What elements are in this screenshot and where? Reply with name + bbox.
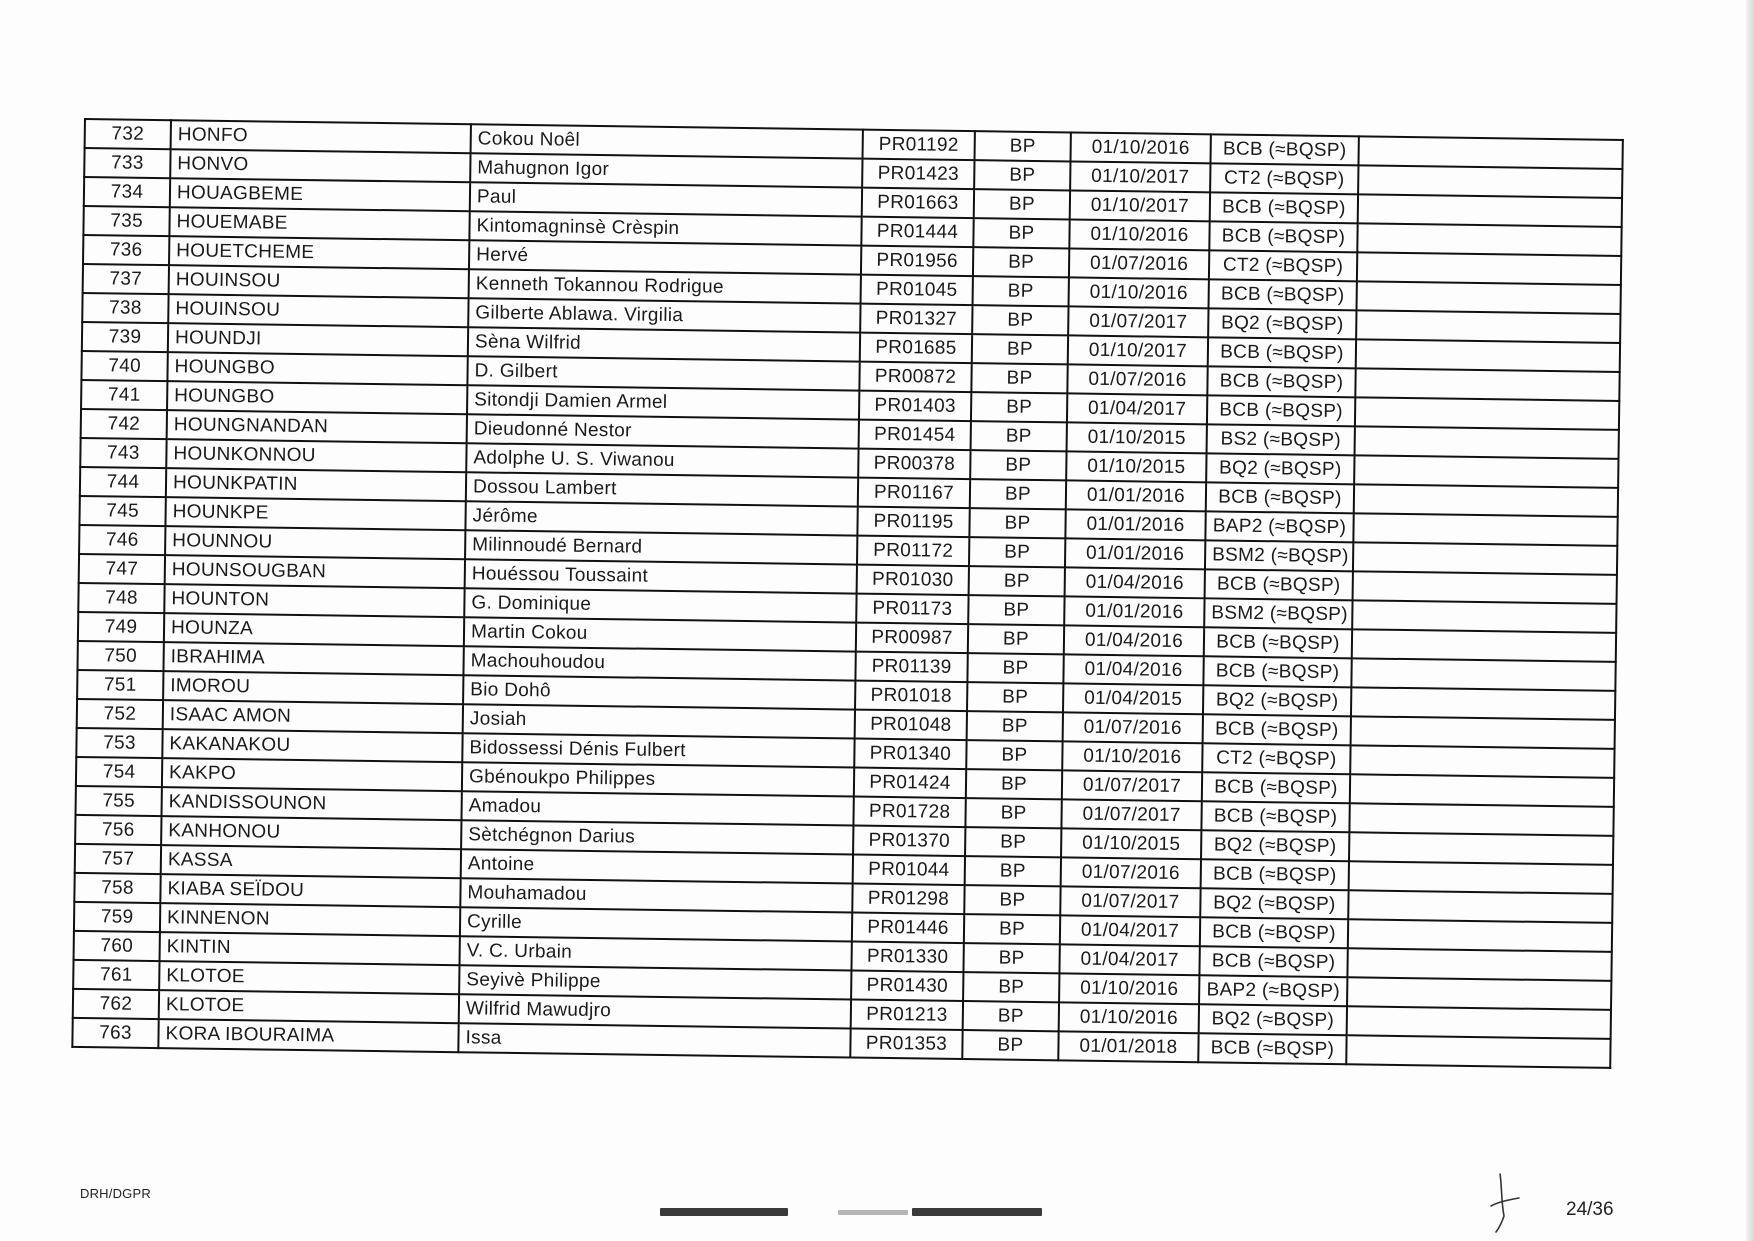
grade-cell: BCB (≈BQSP): [1199, 946, 1347, 977]
date-cell: 01/07/2017: [1068, 306, 1208, 337]
grade-cell: BS2 (≈BQSP): [1207, 424, 1355, 455]
surname-cell: HONVO: [170, 149, 470, 182]
category-cell: BP: [964, 914, 1060, 944]
surname-cell: HOUNGBO: [167, 381, 467, 414]
registration-number-cell: PR01728: [853, 797, 965, 828]
registration-number-cell: PR01045: [861, 275, 973, 306]
grade-cell: BCB (≈BQSP): [1209, 279, 1357, 310]
grade-cell: BCB (≈BQSP): [1210, 134, 1358, 165]
grade-cell: BCB (≈BQSP): [1198, 1033, 1346, 1064]
date-cell: 01/07/2016: [1061, 857, 1201, 888]
category-cell: BP: [966, 769, 1062, 799]
grade-cell: BQ2 (≈BQSP): [1200, 888, 1348, 919]
grade-cell: BCB (≈BQSP): [1203, 714, 1351, 745]
registration-number-cell: PR01327: [860, 304, 972, 335]
category-cell: BP: [969, 508, 1065, 538]
grade-cell: BCB (≈BQSP): [1205, 569, 1353, 600]
given-names-cell: Gbénoukpo Philippes: [462, 762, 854, 796]
empty-cell: [1347, 977, 1611, 1010]
given-names-cell: G. Dominique: [464, 588, 856, 622]
date-cell: 01/04/2017: [1059, 944, 1199, 975]
category-cell: BP: [975, 131, 1071, 161]
given-names-cell: Machouhoudou: [463, 646, 855, 680]
given-names-cell: Mahugnon Igor: [470, 153, 862, 187]
registration-number-cell: PR01663: [862, 188, 974, 219]
grade-cell: BCB (≈BQSP): [1208, 337, 1356, 368]
given-names-cell: Bidossessi Dénis Fulbert: [462, 733, 854, 767]
row-number-cell: 749: [78, 612, 164, 642]
given-names-cell: Issa: [458, 1023, 850, 1057]
row-number-cell: 742: [81, 409, 167, 439]
given-names-cell: Josiah: [463, 704, 855, 738]
category-cell: BP: [965, 827, 1061, 857]
given-names-cell: Sitondji Damien Armel: [467, 385, 859, 419]
footer-stamp-mark: [838, 1210, 908, 1215]
category-cell: BP: [970, 479, 1066, 509]
empty-cell: [1351, 687, 1615, 720]
category-cell: BP: [966, 740, 1062, 770]
category-cell: BP: [964, 885, 1060, 915]
given-names-cell: V. C. Urbain: [460, 936, 852, 970]
surname-cell: KINTIN: [160, 932, 460, 965]
row-number-cell: 733: [84, 148, 170, 178]
grade-cell: BQ2 (≈BQSP): [1206, 453, 1354, 484]
registration-number-cell: PR01430: [851, 971, 963, 1002]
registration-number-cell: PR01423: [862, 159, 974, 190]
row-number-cell: 756: [75, 815, 161, 845]
registration-number-cell: PR01048: [855, 710, 967, 741]
surname-cell: HOUNSOUGBAN: [165, 555, 465, 588]
table-body: [72, 119, 1622, 1068]
registration-number-cell: PR01173: [856, 594, 968, 625]
footer-department: DRH/DGPR: [80, 1186, 151, 1201]
empty-cell: [1349, 861, 1613, 894]
category-cell: BP: [967, 711, 1063, 741]
date-cell: 01/10/2016: [1059, 973, 1199, 1004]
grade-cell: BCB (≈BQSP): [1206, 482, 1354, 513]
empty-cell: [1348, 890, 1612, 923]
empty-cell: [1358, 194, 1622, 227]
empty-cell: [1355, 368, 1619, 401]
surname-cell: HOUETCHEME: [169, 236, 469, 269]
empty-cell: [1355, 426, 1619, 459]
given-names-cell: Sètchégnon Darius: [461, 820, 853, 854]
row-number-cell: 758: [74, 873, 160, 903]
date-cell: 01/10/2015: [1067, 422, 1207, 453]
personnel-table-wrapper: [71, 118, 1622, 1069]
given-names-cell: Sèna Wilfrid: [468, 327, 860, 361]
empty-cell: [1354, 455, 1618, 488]
row-number-cell: 761: [73, 960, 159, 990]
category-cell: BP: [973, 247, 1069, 277]
given-names-cell: Milinnoudé Bernard: [465, 530, 857, 564]
personnel-table: [71, 118, 1624, 1069]
surname-cell: KORA IBOURAIMA: [158, 1019, 458, 1052]
registration-number-cell: PR01340: [854, 739, 966, 770]
surname-cell: KAKANAKOU: [162, 729, 462, 762]
category-cell: BP: [972, 305, 1068, 335]
grade-cell: BCB (≈BQSP): [1202, 772, 1350, 803]
row-number-cell: 755: [76, 786, 162, 816]
surname-cell: HOUNKPE: [165, 497, 465, 530]
category-cell: BP: [971, 392, 1067, 422]
empty-cell: [1353, 571, 1617, 604]
grade-cell: CT2 (≈BQSP): [1209, 250, 1357, 281]
empty-cell: [1357, 252, 1621, 285]
category-cell: BP: [973, 218, 1069, 248]
grade-cell: CT2 (≈BQSP): [1210, 163, 1358, 194]
registration-number-cell: PR01956: [861, 246, 973, 277]
grade-cell: BCB (≈BQSP): [1207, 395, 1355, 426]
grade-cell: BQ2 (≈BQSP): [1199, 1004, 1347, 1035]
surname-cell: HOUNGBO: [167, 352, 467, 385]
date-cell: 01/10/2015: [1061, 828, 1201, 859]
surname-cell: ISAAC AMON: [163, 700, 463, 733]
given-names-cell: Kenneth Tokannou Rodrigue: [469, 269, 861, 303]
row-number-cell: 754: [76, 757, 162, 787]
grade-cell: BCB (≈BQSP): [1200, 917, 1348, 948]
given-names-cell: Dossou Lambert: [466, 472, 858, 506]
surname-cell: HOUEMABE: [169, 207, 469, 240]
grade-cell: BSM2 (≈BQSP): [1204, 598, 1352, 629]
registration-number-cell: PR01213: [851, 1000, 963, 1031]
row-number-cell: 743: [80, 438, 166, 468]
surname-cell: HOUNDJI: [168, 323, 468, 356]
given-names-cell: Cyrille: [460, 907, 852, 941]
row-number-cell: 745: [79, 496, 165, 526]
empty-cell: [1350, 745, 1614, 778]
given-names-cell: Antoine: [461, 849, 853, 883]
date-cell: 01/07/2016: [1069, 248, 1209, 279]
category-cell: BP: [967, 653, 1063, 683]
given-names-cell: Martin Cokou: [464, 617, 856, 651]
row-number-cell: 747: [79, 554, 165, 584]
empty-cell: [1356, 281, 1620, 314]
category-cell: BP: [968, 624, 1064, 654]
given-names-cell: Adolphe U. S. Viwanou: [466, 443, 858, 477]
row-number-cell: 763: [72, 1018, 158, 1048]
category-cell: BP: [967, 682, 1063, 712]
date-cell: 01/01/2016: [1065, 538, 1205, 569]
footer-stamp-mark: [912, 1208, 1042, 1216]
surname-cell: KAKPO: [162, 758, 462, 791]
empty-cell: [1349, 803, 1613, 836]
grade-cell: BCB (≈BQSP): [1210, 192, 1358, 223]
row-number-cell: 744: [80, 467, 166, 497]
row-number-cell: 734: [84, 177, 170, 207]
row-number-cell: 753: [76, 728, 162, 758]
category-cell: BP: [971, 421, 1067, 451]
surname-cell: HOUINSOU: [169, 265, 469, 298]
date-cell: 01/04/2016: [1063, 654, 1203, 685]
grade-cell: BQ2 (≈BQSP): [1208, 308, 1356, 339]
category-cell: BP: [972, 334, 1068, 364]
row-number-cell: 737: [83, 264, 169, 294]
row-number-cell: 740: [81, 351, 167, 381]
registration-number-cell: PR01018: [855, 681, 967, 712]
given-names-cell: Jérôme: [465, 501, 857, 535]
empty-cell: [1348, 919, 1612, 952]
category-cell: BP: [963, 972, 1059, 1002]
category-cell: BP: [971, 363, 1067, 393]
empty-cell: [1351, 658, 1615, 691]
date-cell: 01/07/2017: [1062, 770, 1202, 801]
date-cell: 01/10/2016: [1069, 219, 1209, 250]
date-cell: 01/07/2016: [1063, 712, 1203, 743]
surname-cell: KLOTOE: [159, 990, 459, 1023]
category-cell: BP: [973, 276, 1069, 306]
date-cell: 01/10/2015: [1066, 451, 1206, 482]
surname-cell: HOUAGBEME: [170, 178, 470, 211]
row-number-cell: 735: [83, 206, 169, 236]
row-number-cell: 757: [75, 844, 161, 874]
date-cell: 01/01/2018: [1058, 1031, 1198, 1062]
surname-cell: KANHONOU: [161, 816, 461, 849]
registration-number-cell: PR01139: [855, 652, 967, 683]
registration-number-cell: PR00872: [859, 362, 971, 393]
grade-cell: BSM2 (≈BQSP): [1205, 540, 1353, 571]
date-cell: 01/10/2016: [1069, 277, 1209, 308]
row-number-cell: 746: [79, 525, 165, 555]
empty-cell: [1353, 542, 1617, 575]
registration-number-cell: PR01424: [854, 768, 966, 799]
empty-cell: [1347, 1006, 1611, 1039]
category-cell: BP: [962, 1030, 1058, 1060]
given-names-cell: Gilberte Ablawa. Virgilia: [468, 298, 860, 332]
empty-cell: [1352, 600, 1616, 633]
registration-number-cell: PR01192: [863, 130, 975, 161]
empty-cell: [1354, 484, 1618, 517]
registration-number-cell: PR01330: [851, 942, 963, 973]
row-number-cell: 732: [85, 119, 171, 149]
date-cell: 01/10/2017: [1070, 190, 1210, 221]
date-cell: 01/04/2016: [1064, 625, 1204, 656]
row-number-cell: 739: [82, 322, 168, 352]
row-number-cell: 751: [77, 670, 163, 700]
empty-cell: [1357, 223, 1621, 256]
given-names-cell: Kintomagninsè Crèspin: [469, 211, 861, 245]
empty-cell: [1356, 339, 1620, 372]
row-number-cell: 760: [74, 931, 160, 961]
surname-cell: KASSA: [161, 845, 461, 878]
grade-cell: BCB (≈BQSP): [1204, 627, 1352, 658]
date-cell: 01/01/2016: [1064, 596, 1204, 627]
row-number-cell: 738: [82, 293, 168, 323]
category-cell: BP: [969, 537, 1065, 567]
footer-stamp-mark: [660, 1208, 788, 1216]
registration-number-cell: PR01403: [859, 391, 971, 422]
category-cell: BP: [970, 450, 1066, 480]
given-names-cell: Mouhamadou: [460, 878, 852, 912]
empty-cell: [1350, 774, 1614, 807]
category-cell: BP: [965, 856, 1061, 886]
registration-number-cell: PR01195: [857, 507, 969, 538]
registration-number-cell: PR01044: [853, 855, 965, 886]
grade-cell: BQ2 (≈BQSP): [1201, 830, 1349, 861]
surname-cell: HOUNNOU: [165, 526, 465, 559]
empty-cell: [1351, 716, 1615, 749]
date-cell: 01/01/2016: [1066, 480, 1206, 511]
category-cell: BP: [963, 943, 1059, 973]
row-number-cell: 750: [77, 641, 163, 671]
category-cell: BP: [974, 160, 1070, 190]
given-names-cell: Dieudonné Nestor: [467, 414, 859, 448]
grade-cell: BAP2 (≈BQSP): [1199, 975, 1347, 1006]
surname-cell: HOUNZA: [164, 613, 464, 646]
date-cell: 01/04/2016: [1065, 567, 1205, 598]
registration-number-cell: PR01444: [861, 217, 973, 248]
date-cell: 01/10/2016: [1059, 1002, 1199, 1033]
date-cell: 01/04/2015: [1063, 683, 1203, 714]
scan-edge: [1746, 0, 1754, 1241]
category-cell: BP: [968, 595, 1064, 625]
empty-cell: [1349, 832, 1613, 865]
date-cell: 01/07/2017: [1061, 799, 1201, 830]
empty-cell: [1358, 136, 1622, 169]
registration-number-cell: PR01353: [850, 1029, 962, 1060]
empty-cell: [1347, 948, 1611, 981]
empty-cell: [1356, 310, 1620, 343]
grade-cell: BQ2 (≈BQSP): [1203, 685, 1351, 716]
registration-number-cell: PR01167: [858, 478, 970, 509]
registration-number-cell: PR01298: [852, 884, 964, 915]
given-names-cell: Hervé: [469, 240, 861, 274]
surname-cell: IBRAHIMA: [163, 642, 463, 675]
row-number-cell: 759: [74, 902, 160, 932]
grade-cell: BAP2 (≈BQSP): [1205, 511, 1353, 542]
date-cell: 01/10/2016: [1062, 741, 1202, 772]
grade-cell: BCB (≈BQSP): [1209, 221, 1357, 252]
date-cell: 01/10/2016: [1071, 132, 1211, 163]
surname-cell: HOUNGNANDAN: [167, 410, 467, 443]
page-number: 24/36: [1566, 1199, 1614, 1220]
row-number-cell: 762: [73, 989, 159, 1019]
grade-cell: BCB (≈BQSP): [1207, 366, 1355, 397]
grade-cell: BCB (≈BQSP): [1201, 801, 1349, 832]
empty-cell: [1355, 397, 1619, 430]
row-number-cell: 736: [83, 235, 169, 265]
initials-signature: [1488, 1172, 1522, 1234]
given-names-cell: D. Gilbert: [467, 356, 859, 390]
grade-cell: BCB (≈BQSP): [1203, 656, 1351, 687]
row-number-cell: 741: [81, 380, 167, 410]
given-names-cell: Seyivè Philippe: [459, 965, 851, 999]
surname-cell: HONFO: [171, 120, 471, 153]
surname-cell: HOUNKONNOU: [166, 439, 466, 472]
given-names-cell: Wilfrid Mawudjro: [459, 994, 851, 1028]
given-names-cell: Cokou Noêl: [471, 124, 863, 158]
grade-cell: CT2 (≈BQSP): [1202, 743, 1350, 774]
surname-cell: IMOROU: [163, 671, 463, 704]
grade-cell: BCB (≈BQSP): [1201, 859, 1349, 890]
date-cell: 01/10/2017: [1070, 161, 1210, 192]
category-cell: BP: [974, 189, 1070, 219]
row-number-cell: 748: [78, 583, 164, 613]
registration-number-cell: PR01446: [852, 913, 964, 944]
empty-cell: [1353, 513, 1617, 546]
date-cell: 01/04/2017: [1060, 915, 1200, 946]
surname-cell: HOUNKPATIN: [166, 468, 466, 501]
registration-number-cell: PR01030: [857, 565, 969, 596]
given-names-cell: Amadou: [461, 791, 853, 825]
surname-cell: HOUNTON: [164, 584, 464, 617]
registration-number-cell: PR01172: [857, 536, 969, 567]
date-cell: 01/01/2016: [1065, 509, 1205, 540]
registration-number-cell: PR01454: [859, 420, 971, 451]
surname-cell: KIABA SEÏDOU: [160, 874, 460, 907]
surname-cell: HOUINSOU: [168, 294, 468, 327]
surname-cell: KANDISSOUNON: [162, 787, 462, 820]
given-names-cell: Bio Dohô: [463, 675, 855, 709]
registration-number-cell: PR00987: [856, 623, 968, 654]
category-cell: BP: [965, 798, 1061, 828]
date-cell: 01/07/2016: [1067, 364, 1207, 395]
given-names-cell: Houéssou Toussaint: [465, 559, 857, 593]
category-cell: BP: [969, 566, 1065, 596]
surname-cell: KINNENON: [160, 903, 460, 936]
registration-number-cell: PR01685: [860, 333, 972, 364]
row-number-cell: 752: [77, 699, 163, 729]
empty-cell: [1352, 629, 1616, 662]
given-names-cell: Paul: [470, 182, 862, 216]
empty-cell: [1346, 1035, 1610, 1068]
surname-cell: KLOTOE: [159, 961, 459, 994]
category-cell: BP: [963, 1001, 1059, 1031]
date-cell: 01/04/2017: [1067, 393, 1207, 424]
date-cell: 01/07/2017: [1060, 886, 1200, 917]
registration-number-cell: PR01370: [853, 826, 965, 857]
date-cell: 01/10/2017: [1068, 335, 1208, 366]
empty-cell: [1358, 165, 1622, 198]
registration-number-cell: PR00378: [858, 449, 970, 480]
